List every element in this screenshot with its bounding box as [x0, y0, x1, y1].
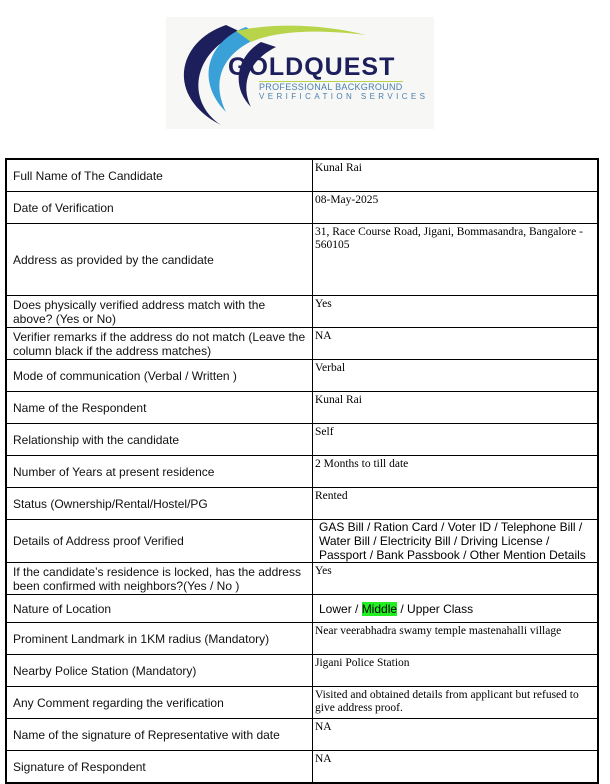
row-value: Yes	[313, 563, 599, 595]
table-row	[6, 687, 598, 719]
table-row	[6, 224, 598, 296]
row-label: Number of Years at present residence	[6, 456, 313, 488]
row-value: GAS Bill / Ration Card / Voter ID / Telephone Bill / Water Bill / Electricity Bill / Driving License / Passport / Bank Passbook / Other Mention Details	[313, 520, 599, 563]
row-value: Jigani Police Station	[313, 655, 599, 687]
row-label: Address as provided by the candidate	[6, 224, 313, 296]
row-value: Self	[313, 424, 599, 456]
row-value: NA	[313, 751, 599, 784]
row-label: Details of Address proof Verified	[6, 520, 313, 563]
verification-table	[5, 158, 599, 784]
table-row	[6, 719, 598, 751]
row-label: Mode of communication (Verbal / Written )	[6, 360, 313, 392]
logo-tagline-1: PROFESSIONAL BACKGROUND	[259, 82, 403, 92]
table-row	[6, 392, 598, 424]
row-value	[313, 595, 599, 623]
table-row	[6, 192, 598, 224]
row-label: Full Name of The Candidate	[6, 159, 313, 192]
row-value: Visited and obtained details from applicant but refused to give address proof.	[313, 687, 599, 719]
table-row	[6, 328, 598, 360]
row-label: Nearby Police Station (Mandatory)	[6, 655, 313, 687]
location-middle-highlighted: Middle	[361, 601, 398, 616]
table-row	[6, 296, 598, 328]
row-label: Date of Verification	[6, 192, 313, 224]
row-label: If the candidate’s residence is locked, has the address been confirmed with neighbors?(Yes / No )	[6, 563, 313, 595]
table-row	[6, 563, 598, 595]
goldquest-logo	[166, 17, 434, 129]
row-value: 08-May-2025	[313, 192, 599, 224]
table-row	[6, 159, 598, 192]
row-label: Verifier remarks if the address do not match (Leave the column black if the address matches)	[6, 328, 313, 360]
table-row	[6, 488, 598, 520]
row-value: NA	[313, 328, 599, 360]
row-value: Verbal	[313, 360, 599, 392]
table-row	[6, 751, 598, 784]
row-label: Nature of Location	[6, 595, 313, 623]
table-row	[6, 623, 598, 655]
row-value: 31, Race Course Road, Jigani, Bommasandra, Bangalore - 560105	[313, 224, 599, 296]
location-lower: Lower /	[319, 601, 362, 616]
row-value: Rented	[313, 488, 599, 520]
logo-tagline-2: VERIFICATION SERVICES	[259, 92, 429, 101]
row-label: Signature of Respondent	[6, 751, 313, 784]
row-value: NA	[313, 719, 599, 751]
row-label: Relationship with the candidate	[6, 424, 313, 456]
location-upper: / Upper Class	[397, 601, 474, 616]
row-label: Status (Ownership/Rental/Hostel/PG	[6, 488, 313, 520]
row-value: Kunal Rai	[313, 159, 599, 192]
row-label: Name of the signature of Representative with date	[6, 719, 313, 751]
table-row	[6, 360, 598, 392]
row-label: Name of the Respondent	[6, 392, 313, 424]
row-label: Any Comment regarding the verification	[6, 687, 313, 719]
table-row	[6, 655, 598, 687]
table-row	[6, 595, 598, 623]
table-row	[6, 424, 598, 456]
row-value: Kunal Rai	[313, 392, 599, 424]
row-value: Yes	[313, 296, 599, 328]
row-label: Prominent Landmark in 1KM radius (Mandatory)	[6, 623, 313, 655]
row-label: Does physically verified address match with the above? (Yes or No)	[6, 296, 313, 328]
row-value: 2 Months to till date	[313, 456, 599, 488]
table-row	[6, 520, 598, 563]
table-row	[6, 456, 598, 488]
logo-brand: GOLDQUEST	[228, 53, 396, 81]
row-value: Near veerabhadra swamy temple mastenahalli village	[313, 623, 599, 655]
